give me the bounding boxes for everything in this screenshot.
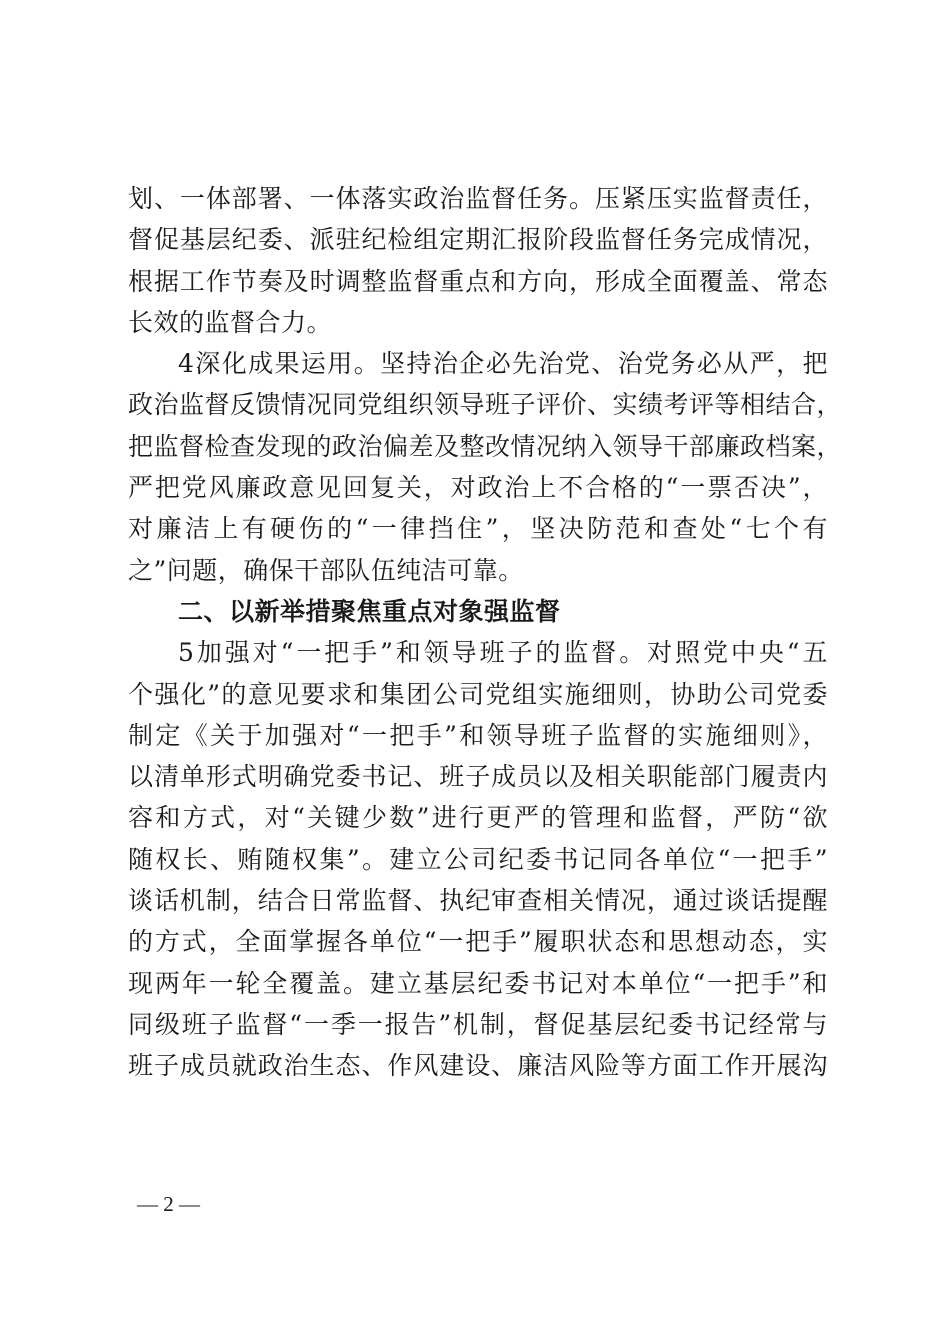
paragraph-line: 以清单形式明确党委书记、班子成员以及相关职能部门履责内 (128, 762, 828, 792)
paragraph-line: 同级班子监督“一季一报告”机制，督促基层纪委书记经常与 (128, 1009, 828, 1039)
paragraph-line: 划、一体部署、一体落实政治监督任务。压紧压实监督责任， (128, 184, 828, 213)
paragraph-line: 4深化成果运用。坚持治企必先治党、治党务必从严，把 (178, 349, 828, 379)
page-number: — 2 — (137, 1192, 200, 1216)
section-heading: 二、以新举措聚焦重点对象强监督 (178, 596, 561, 626)
paragraph-line: 之”问题，确保干部队伍纯洁可靠。 (128, 555, 524, 585)
paragraph-line: 班子成员就政治生态、作风建设、廉洁风险等方面工作开展沟 (128, 1051, 828, 1081)
paragraph-line: 现两年一轮全覆盖。建立基层纪委书记对本单位“一把手”和 (128, 968, 828, 998)
paragraph-line: 的方式，全面掌握各单位“一把手”履职状态和思想动态，实 (128, 927, 828, 957)
paragraph-line: 督促基层纪委、派驻纪检组定期汇报阶段监督任务完成情况， (128, 225, 828, 255)
paragraph-line: 随权长、贿随权集”。建立公司纪委书记同各单位“一把手” (128, 844, 828, 874)
paragraph-line: 个强化”的意见要求和集团公司党组实施细则，协助公司党委 (128, 679, 828, 709)
paragraph-line: 把监督检查发现的政治偏差及整改情况纳入领导干部廉政档案， (128, 431, 843, 461)
paragraph-line: 谈话机制，结合日常监督、执纪审查相关情况，通过谈话提醒 (128, 886, 828, 916)
paragraph-line: 容和方式，对“关键少数”进行更严的管理和监督，严防“欲 (128, 803, 828, 833)
paragraph-line: 严把党风廉政意见回复关，对政治上不合格的“一票否决”， (128, 473, 828, 503)
paragraph-line: 根据工作节奏及时调整监督重点和方向，形成全面覆盖、常态 (128, 266, 828, 296)
paragraph-line: 对廉洁上有硬伤的“一律挡住”，坚决防范和查处“七个有 (128, 514, 828, 544)
paragraph-line: 政治监督反馈情况同党组织领导班子评价、实绩考评等相结合， (128, 390, 843, 420)
paragraph-line: 5加强对“一把手”和领导班子的监督。对照党中央“五 (178, 638, 828, 668)
paragraph-line: 长效的监督合力。 (128, 307, 333, 337)
document-body (128, 178, 843, 1087)
paragraph-line: 制定《关于加强对“一把手”和领导班子监督的实施细则》， (128, 720, 828, 750)
